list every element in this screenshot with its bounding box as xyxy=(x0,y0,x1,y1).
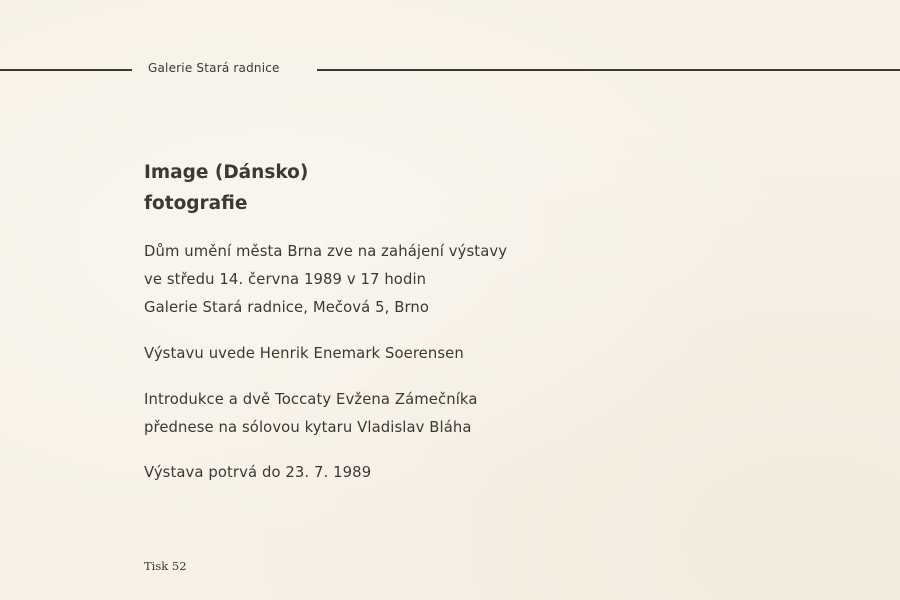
gallery-name: Galerie Stará radnice xyxy=(148,61,280,75)
header-rule-left xyxy=(0,69,132,71)
exhibition-title: Image (Dánsko) xyxy=(144,162,309,183)
print-number: Tisk 52 xyxy=(144,559,187,573)
music-line-2: přednese na sólovou kytaru Vladislav Bláha xyxy=(144,419,472,436)
header-rule-right xyxy=(317,69,900,71)
duration-line: Výstava potrvá do 23. 7. 1989 xyxy=(144,464,372,481)
invitation-line-1: Dům umění města Brna zve na zahájení výstavy xyxy=(144,243,508,260)
music-line-1: Introdukce a dvě Toccaty Evžena Zámečníka xyxy=(144,391,478,408)
invitation-line-2: ve středu 14. června 1989 v 17 hodin xyxy=(144,271,427,288)
exhibition-subtitle: fotografie xyxy=(144,193,248,214)
invitation-line-3: Galerie Stará radnice, Mečová 5, Brno xyxy=(144,299,430,316)
introduction-line: Výstavu uvede Henrik Enemark Soerensen xyxy=(144,345,464,362)
